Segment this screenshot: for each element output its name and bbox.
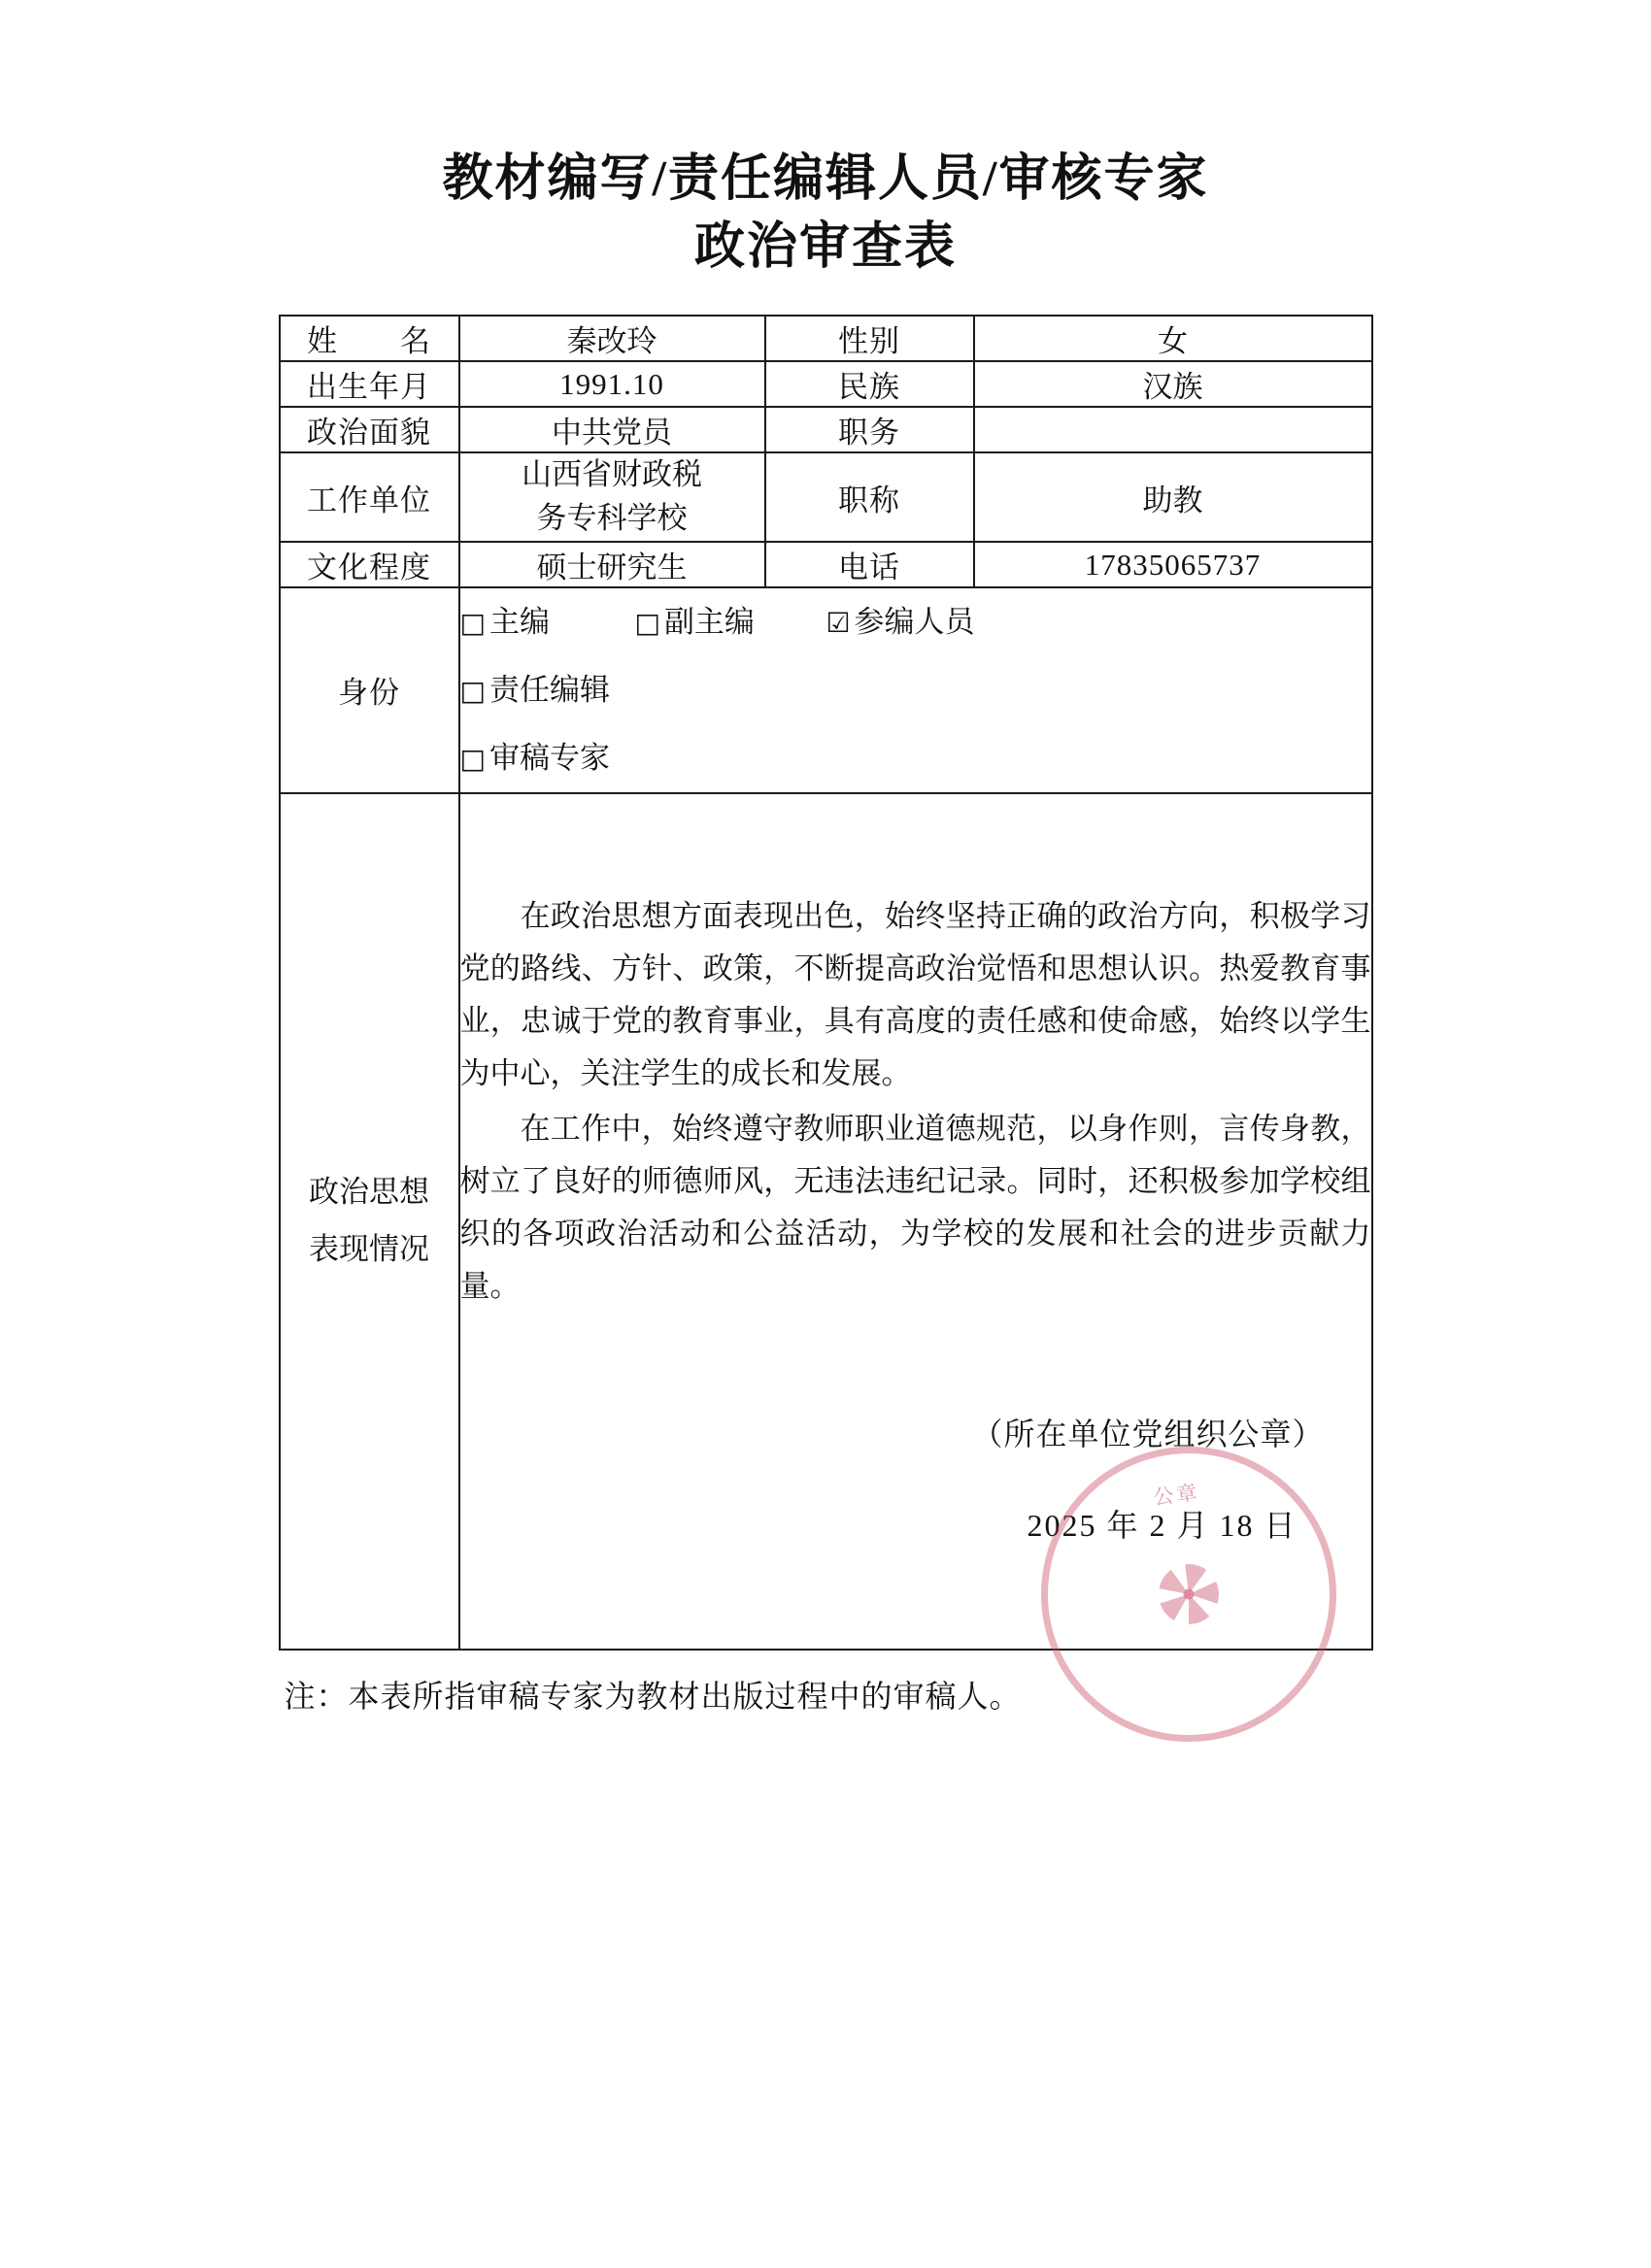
value-title-rank: 助教 (974, 452, 1372, 542)
statement-paragraph-1: 在政治思想方面表现出色，始终坚持正确的政治方向，积极学习党的路线、方针、政策，不断提高政治觉悟和思想认识。热爱教育事业，忠诚于党的教育事业，具有高度的责任感和使命感，始终以学生为中心，关注学生的成长和发展。 (459, 898, 1371, 1091)
value-birth: 1991.10 (459, 361, 765, 407)
title-line-2: 政治审查表 (693, 219, 957, 276)
checkbox-deputy-editor[interactable]: □ (634, 607, 660, 640)
identity-options (459, 587, 1372, 792)
checkbox-contributor[interactable]: ☑ (826, 607, 851, 640)
statement-paragraph-2: 在工作中，始终遵守教师职业道德规范，以身作则，言传身教，树立了良好的师德师风，无违法违纪记录。同时，还积极参加学校组织的各项政治活动和公益活动，为学校的发展和社会的进步贡献力量。 (459, 1111, 1371, 1304)
identity-option-deputy-editor[interactable] (634, 588, 754, 656)
checkbox-review-expert[interactable]: □ (459, 742, 486, 775)
label-work-unit: 工作单位 (280, 452, 459, 542)
political-statement-content (459, 793, 1372, 1650)
label-education: 文化程度 (280, 542, 459, 587)
identity-option-review-expert[interactable] (460, 741, 610, 775)
page-title (262, 146, 1389, 282)
checkbox-chief-editor[interactable]: □ (459, 607, 486, 640)
value-nation: 汉族 (974, 361, 1372, 407)
identity-label-contributor: 参编人员 (854, 605, 975, 640)
table-row-identity (280, 587, 1372, 792)
political-review-form (279, 315, 1373, 1650)
identity-row-3 (460, 724, 1371, 792)
value-work-unit-line1: 山西省财政税 (522, 457, 702, 492)
label-title-rank: 职称 (765, 452, 974, 542)
label-birth: 出生年月 (280, 361, 459, 407)
signature-date: 2025 年 2 月 18 日 (1027, 1507, 1297, 1543)
signature-area (460, 1407, 1371, 1552)
label-duty: 职务 (765, 407, 974, 452)
value-education: 硕士研究生 (459, 542, 765, 587)
table-row-statement (280, 793, 1372, 1650)
seal-caption: （所在单位党组织公章） (971, 1416, 1325, 1451)
label-phone: 电话 (765, 542, 974, 587)
footer-note: 注：本表所指审稿专家为教材出版过程中的审稿人。 (284, 1678, 1022, 1714)
identity-label-review-expert: 审稿专家 (489, 740, 610, 775)
identity-option-chief-editor[interactable] (460, 588, 550, 656)
value-phone: 17835065737 (974, 542, 1372, 587)
label-political-statement-line2: 表现情况 (309, 1231, 429, 1266)
value-name: 秦改玲 (459, 316, 765, 361)
value-political-status: 中共党员 (459, 407, 765, 452)
table-row-birth (280, 361, 1372, 407)
value-gender: 女 (974, 316, 1372, 361)
label-political-statement-line1: 政治思想 (309, 1174, 429, 1209)
table-row-work-unit (280, 452, 1372, 542)
seal-text: 公章 (1151, 1480, 1201, 1510)
identity-option-responsible-editor[interactable] (460, 673, 610, 707)
title-line-1: 教材编写/责任编辑人员/审核专家 (442, 151, 1209, 207)
identity-label-responsible-editor: 责任编辑 (489, 673, 610, 707)
identity-label-chief-editor: 主编 (489, 605, 550, 640)
label-gender: 性别 (765, 316, 974, 361)
label-nation: 民族 (765, 361, 974, 407)
value-work-unit (459, 452, 765, 542)
label-political-statement (280, 793, 459, 1650)
identity-label-deputy-editor: 副主编 (663, 605, 755, 640)
table-row-name (280, 316, 1372, 361)
value-duty (974, 407, 1372, 452)
identity-row-2 (460, 656, 1371, 724)
checkbox-responsible-editor[interactable]: □ (459, 675, 486, 707)
table-row-political-status (280, 407, 1372, 452)
label-identity: 身份 (280, 587, 459, 792)
label-name: 姓 名 (280, 316, 459, 361)
value-work-unit-line2: 务专科学校 (536, 501, 688, 536)
table-row-education (280, 542, 1372, 587)
identity-option-contributor[interactable] (826, 588, 974, 656)
identity-row-1 (460, 588, 1371, 656)
label-political-status: 政治面貌 (280, 407, 459, 452)
